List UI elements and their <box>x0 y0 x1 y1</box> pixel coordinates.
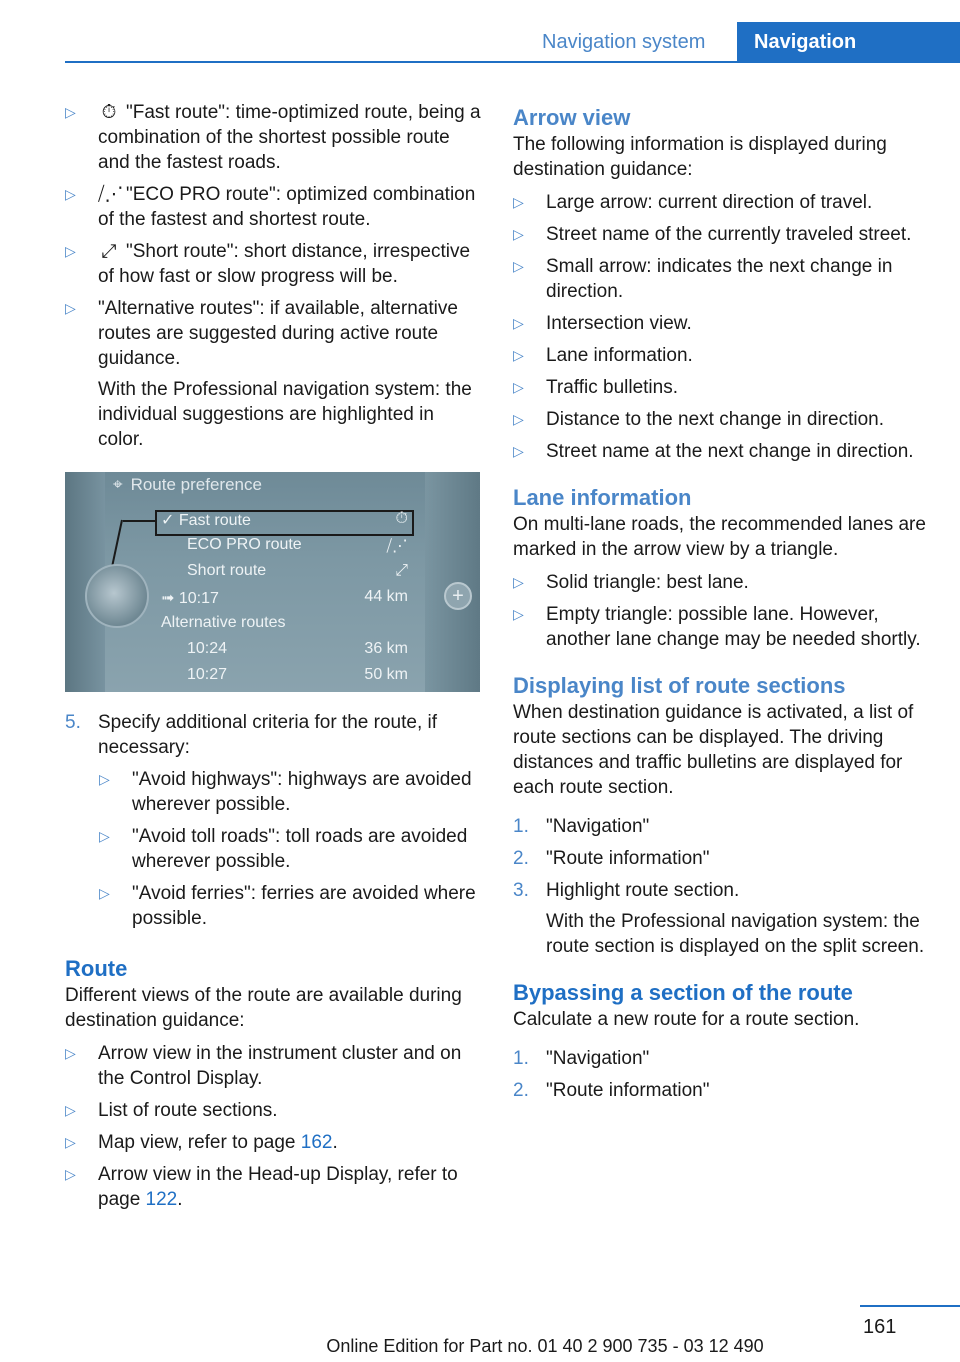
screen-row-label: 10:24 <box>187 640 228 657</box>
screen-row-label: Alternative routes <box>161 614 286 631</box>
numbered-step: 1. "Navigation" <box>513 1048 650 1069</box>
triangle-bullet-icon: ▷ <box>513 443 524 459</box>
page-number: 161 <box>863 1316 897 1338</box>
route-preference-icon: ⌖ <box>113 475 123 494</box>
list-item: ▷ Small arrow: indicates the next change in direction. <box>513 256 893 302</box>
left-column <box>65 100 483 1219</box>
edition-note: Online Edition for Part no. 01 40 2 900 735 - 03 12 490 <box>326 1336 764 1356</box>
list-item: ▷ Intersection view. <box>513 313 692 334</box>
triangle-bullet-icon: ▷ <box>513 226 524 242</box>
step-number: 2. <box>513 848 529 869</box>
triangle-bullet-icon: ▷ <box>65 1045 76 1061</box>
screen-row-label: ➟ 10:17 <box>161 590 219 607</box>
alternative-routes-note: With the Professional navigation system: the individual suggestions are highlighted in color. <box>98 379 472 450</box>
list-item: ▷ Street name at the next change in direction. <box>513 441 914 462</box>
footer-rule <box>860 1305 960 1307</box>
section-heading-route: Route <box>65 956 128 981</box>
step-number: 1. <box>513 816 529 837</box>
triangle-bullet-icon: ▷ <box>513 315 524 331</box>
triangle-bullet-icon: ▷ <box>65 1134 76 1150</box>
section-heading-lane-information: Lane information <box>513 485 692 510</box>
list-item: ▷ Street name of the currently traveled street. <box>513 224 912 245</box>
list-item: ▷ Empty triangle: possible lane. However, another lane change may be needed shortly. <box>513 604 921 650</box>
controller-knob <box>85 564 149 628</box>
triangle-bullet-icon: ▷ <box>65 1102 76 1118</box>
arrow-view-intro: The following information is displayed during destination guidance: <box>513 134 887 180</box>
triangle-bullet-icon: ▷ <box>65 300 76 316</box>
screen-title: ⌖ Route preference <box>113 475 262 494</box>
list-item: ▷ "Alternative routes": if available, alternative routes are suggested during active route guidance. With the Professional navigation system: the individual suggestions are highlighted in color. <box>65 296 483 452</box>
list-item: ▷ ⧸⋰ "ECO PRO route": optimized combination of the fastest and shortest route. <box>65 184 476 230</box>
list-item: ▷ "Avoid highways": highways are avoided wherever possible. <box>99 769 472 815</box>
triangle-bullet-icon: ▷ <box>99 828 110 844</box>
triangle-bullet-icon: ▷ <box>99 885 110 901</box>
screen-row-value: 36 km <box>364 640 408 657</box>
screen-row-label: Short route <box>187 562 267 579</box>
numbered-step: 3. Highlight route section. With the Professional navigation system: the route section is displayed on the split screen. <box>513 878 931 959</box>
lane-intro: On multi-lane roads, the recommended lanes are marked in the arrow view by a triangle. <box>513 514 926 560</box>
list-item: ▷ List of route sections. <box>65 1100 278 1121</box>
list-item: ▷ Traffic bulletins. <box>513 377 678 398</box>
list-item: ▷ "Avoid ferries": ferries are avoided where possible. <box>99 883 476 929</box>
running-header-section: Navigation system <box>542 31 706 53</box>
numbered-step <box>65 710 483 760</box>
list-item: ▷ Solid triangle: best lane. <box>513 572 749 593</box>
route-section-note: With the Professional navigation system: the route section is displayed on the split screen. <box>546 911 925 957</box>
eco-pro-icon: ⧸⋰ <box>98 184 124 205</box>
header-rule <box>65 61 960 63</box>
step-number: 5. <box>65 712 81 733</box>
triangle-bullet-icon: ▷ <box>65 186 76 202</box>
clock-icon: ⏱ <box>395 510 408 527</box>
section-heading-bypass: Bypassing a section of the route <box>513 980 853 1005</box>
triangle-bullet-icon: ▷ <box>513 258 524 274</box>
section-heading-route-sections: Displaying list of route sections <box>513 673 846 698</box>
route-intro: Different views of the route are available during destination guidance: <box>65 985 462 1031</box>
route-preference-screenshot <box>65 472 480 692</box>
list-item: ▷ Distance to the next change in direction. <box>513 409 884 430</box>
triangle-bullet-icon: ▷ <box>99 771 110 787</box>
screen-row-value: 50 km <box>364 666 408 683</box>
zoom-plus-icon: + <box>444 582 472 610</box>
eco-pro-icon: ⧸⋰ <box>386 538 408 555</box>
step-number: 1. <box>513 1048 529 1069</box>
page-link[interactable]: 122 <box>145 1189 178 1210</box>
step-number: 2. <box>513 1080 529 1101</box>
screen-row-label: ✓ Fast route <box>161 512 251 529</box>
clock-icon: ⏱ <box>101 102 117 123</box>
triangle-bullet-icon: ▷ <box>513 411 524 427</box>
list-item: ▷ Arrow view in the Head-up Display, refer to page 122. <box>65 1164 458 1210</box>
running-header-chapter: Navigation <box>737 22 960 63</box>
numbered-step: 2. "Route information" <box>513 848 710 869</box>
bypass-intro: Calculate a new route for a route section. <box>513 1009 860 1030</box>
page-link[interactable]: 162 <box>300 1132 333 1153</box>
list-item: ▷ "Avoid toll roads": toll roads are avoided wherever possible. <box>99 826 468 872</box>
list-item: ▷ Lane information. <box>513 345 693 366</box>
list-item: ▷ ⤢ "Short route": short distance, irrespective of how fast or slow progress will be. <box>65 241 471 287</box>
step-text: Specify additional criteria for the route, if necessary: <box>98 712 438 758</box>
triangle-bullet-icon: ▷ <box>65 243 76 259</box>
section-heading-arrow-view: Arrow view <box>513 105 631 130</box>
list-item: ▷ Map view, refer to page 162. <box>65 1132 338 1153</box>
triangle-bullet-icon: ▷ <box>65 104 76 120</box>
triangle-bullet-icon: ▷ <box>65 1166 76 1182</box>
triangle-bullet-icon: ▷ <box>513 606 524 622</box>
list-item: ▷ Large arrow: current direction of travel. <box>513 192 873 213</box>
numbered-step: 2. "Route information" <box>513 1080 710 1101</box>
triangle-bullet-icon: ▷ <box>513 194 524 210</box>
list-item: ▷ Arrow view in the instrument cluster and on the Control Display. <box>65 1043 462 1089</box>
triangle-bullet-icon: ▷ <box>513 347 524 363</box>
short-route-icon: ⤢ <box>395 562 408 579</box>
screen-row-label: ECO PRO route <box>187 536 302 553</box>
route-sections-intro: When destination guidance is activated, a list of route sections can be displayed. The driving distances and traffic bulletins are displayed for each route section. <box>513 702 914 798</box>
short-route-icon: ⤢ <box>101 241 117 262</box>
screen-row-label: 10:27 <box>187 666 228 683</box>
triangle-bullet-icon: ▷ <box>513 379 524 395</box>
step-number: 3. <box>513 880 529 901</box>
triangle-bullet-icon: ▷ <box>513 574 524 590</box>
right-column <box>513 100 931 1110</box>
screen-row-value: 44 km <box>364 588 408 605</box>
callout-line <box>123 520 156 522</box>
list-item: ▷ ⏱ "Fast route": time-optimized route, being a combination of the shortest possible route and the fastest roads. <box>65 102 481 173</box>
numbered-step: 1. "Navigation" <box>513 816 650 837</box>
